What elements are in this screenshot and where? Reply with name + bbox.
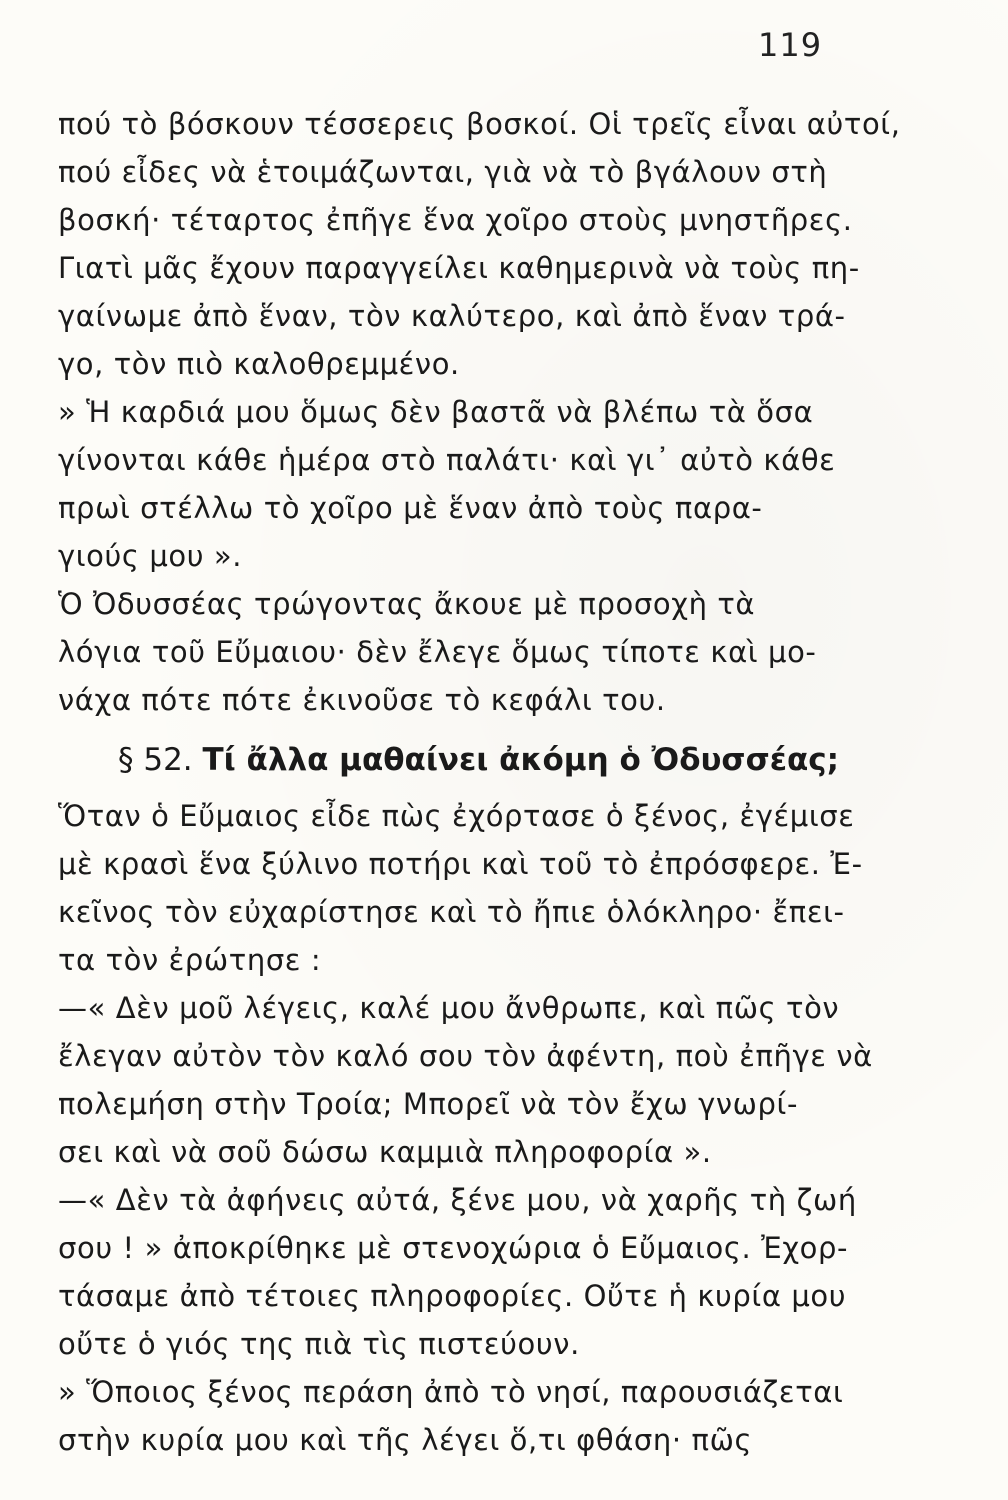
text-line: νάχα πότε πότε ἐκινοῦσε τὸ κεφάλι του.: [58, 683, 666, 717]
text-line: γο, τὸν πιὸ καλοθρεμμένο.: [58, 347, 460, 381]
text-line: στὴν κυρία μου καὶ τῆς λέγει ὅ,τι φθάση· πῶς: [58, 1423, 753, 1457]
text-line: πού τὸ βόσκουν τέσσερεις βοσκοί. Οἱ τρεῖς εἶναι αὐτοί,: [58, 107, 901, 141]
text-line: » Ἡ καρδιά μου ὅμως δὲν βαστᾶ νὰ βλέπω τὰ ὅσα: [58, 395, 814, 429]
text-line: τα τὸν ἐρώτησε :: [58, 943, 322, 977]
text-line: κεῖνος τὸν εὐχαρίστησε καὶ τὸ ἤπιε ὁλόκληρο· ἔπει-: [58, 895, 845, 929]
text-line: λόγια τοῦ Εὔμαιου· δὲν ἔλεγε ὅμως τίποτε καὶ μο-: [58, 635, 817, 669]
body-text: [58, 100, 901, 1464]
text-line: βοσκή· τέταρτος ἐπῆγε ἕνα χοῖρο στοὺς μνηστῆρες.: [58, 203, 853, 237]
section-number: § 52.: [118, 742, 193, 778]
text-line: σου ! » ἀποκρίθηκε μὲ στενοχώρια ὁ Εὔμαιος. Ἐχορ-: [58, 1231, 849, 1265]
page-number: 119: [758, 26, 823, 64]
text-line: » Ὅποιος ξένος περάση ἀπὸ τὸ νησί, παρουσιάζεται: [58, 1375, 844, 1409]
text-line: —« Δὲν τὰ ἀφήνεις αὐτά, ξένε μου, νὰ χαρῆς τὴ ζωή: [58, 1183, 857, 1217]
text-line: Ὅταν ὁ Εὔμαιος εἶδε πὼς ἐχόρτασε ὁ ξένος, ἐγέμισε: [58, 799, 855, 833]
text-line: μὲ κρασὶ ἕνα ξύλινο ποτήρι καὶ τοῦ τὸ ἐπρόσφερε. Ἐ-: [58, 847, 863, 881]
text-line: Ὁ Ὀδυσσέας τρώγοντας ἄκουε μὲ προσοχὴ τὰ: [58, 587, 756, 621]
text-line: ἔλεγαν αὐτὸν τὸν καλό σου τὸν ἀφέντη, ποὺ ἐπῆγε νὰ: [58, 1039, 873, 1073]
text-line: γίνονται κάθε ἡμέρα στὸ παλάτι· καὶ γι᾽ αὐτὸ κάθε: [58, 443, 836, 477]
text-line: οὔτε ὁ γιός της πιὰ τὶς πιστεύουν.: [58, 1327, 580, 1361]
text-line: πολεμήση στὴν Τροία; Μπορεῖ νὰ τὸν ἔχω γνωρί-: [58, 1087, 799, 1121]
text-line: σει καὶ νὰ σοῦ δώσω καμμιὰ πληροφορία ».: [58, 1135, 712, 1169]
text-line: γιούς μου ».: [58, 539, 243, 573]
text-line: —« Δὲν μοῦ λέγεις, καλέ μου ἄνθρωπε, καὶ πῶς τὸν: [58, 991, 840, 1025]
section-heading: [58, 728, 888, 792]
section-title: Τί ἄλλα μαθαίνει ἀκόμη ὁ Ὀδυσσέας;: [202, 742, 840, 778]
text-line: Γιατὶ μᾶς ἔχουν παραγγείλει καθημερινὰ νὰ τοὺς πη-: [58, 251, 860, 285]
text-line: τάσαμε ἀπὸ τέτοιες πληροφορίες. Οὔτε ἡ κυρία μου: [58, 1279, 847, 1313]
text-line: πρωὶ στέλλω τὸ χοῖρο μὲ ἕναν ἀπὸ τοὺς παρα-: [58, 491, 763, 525]
text-line: γαίνωμε ἀπὸ ἕναν, τὸν καλύτερο, καὶ ἀπὸ ἕναν τρά-: [58, 299, 846, 333]
text-line: πού εἶδες νὰ ἑτοιμάζωνται, γιὰ νὰ τὸ βγάλουν στὴ: [58, 155, 828, 189]
